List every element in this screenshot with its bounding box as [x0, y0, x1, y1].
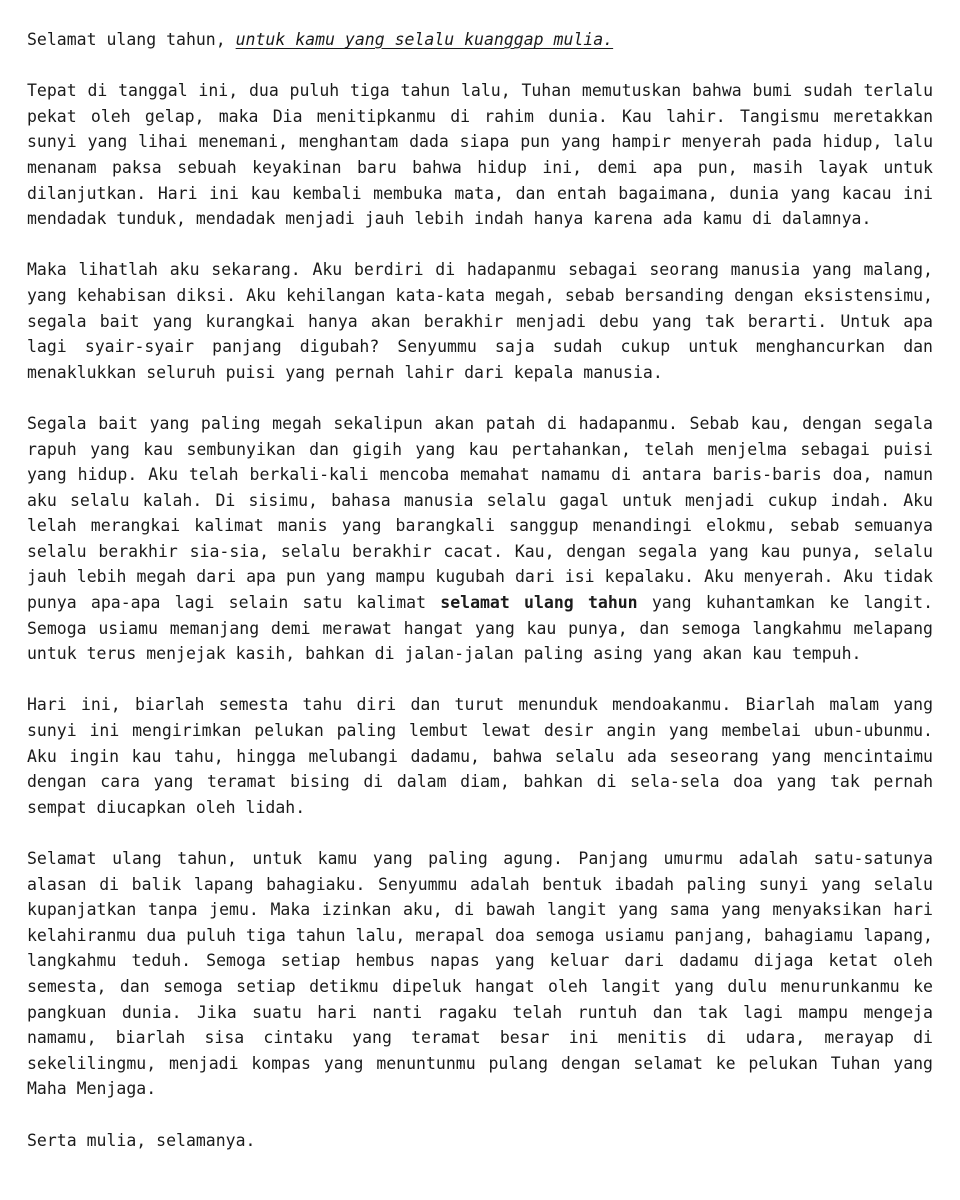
- paragraph-3-text-start: Segala bait yang paling megah sekalipun akan patah di hadapanmu. Sebab kau, dengan segala rapuh yang kau sembunyikan dan gigih yang kau pertahankan, telah menjelma sebagai puisi yang hidup. Aku telah berkali-kali mencoba memahat namamu di antara baris-baris doa, namun aku selalu kalah. Di sisimu, bahasa manusia selalu gagal untuk menjadi cukup indah. Aku lelah merangkai kalimat manis yang barangkali sanggup menandingi elokmu, sebab semuanya selalu berakhir sia-sia, selalu berakhir cacat. Kau, dengan segala yang kau punya, selalu jauh lebih megah dari apa pun yang mampu kugubah dari isi kepalaku. Aku menyerah. Aku tidak punya apa-apa lagi selain satu kalimat: [27, 413, 933, 613]
- paragraph-1: Tepat di tanggal ini, dua puluh tiga tahun lalu, Tuhan memutuskan bahwa bumi sudah terlalu pekat oleh gelap, maka Dia menitipkanmu di rahim dunia. Kau lahir. Tangismu meretakkan sunyi yang lihai menemani, menghantam dada siapa pun yang hampir menyerah pada hidup, lalu menanam paksa sebuah keyakinan baru bahwa hidup ini, demi apa pun, masih layak untuk dilanjutkan. Hari ini kau kembali membuka mata, dan entah bagaimana, dunia yang kacau ini mendadak tunduk, mendadak menjadi jauh lebih indah hanya karena ada kamu di dalamnya.: [27, 81, 933, 229]
- closing-line: Serta mulia, selamanya.: [27, 1130, 256, 1150]
- paragraph-4: Hari ini, biarlah semesta tahu diri dan turut menunduk mendoakanmu. Biarlah malam yang sunyi ini mengirimkan pelukan paling lembut lewat desir angin yang membelai ubun-ubunmu. Aku ingin kau tahu, hingga melubangi dadamu, bahwa selalu ada seseorang yang mencintaimu dengan cara yang teramat bising di dalam diam, bahkan di sela-sela doa yang tak pernah sempat diucapkan oleh lidah.: [27, 695, 933, 817]
- paragraph-3-bold-phrase: selamat ulang tahun: [440, 593, 638, 613]
- paragraph-5: Selamat ulang tahun, untuk kamu yang paling agung. Panjang umurmu adalah satu-satunya alasan di balik lapang bahagiaku. Senyummu adalah bentuk ibadah paling sunyi yang selalu kupanjatkan tanpa jemu. Maka izinkan aku, di bawah langit yang sama yang menyaksikan hari kelahiranmu dua puluh tiga tahun lalu, merapal doa semoga usiamu panjang, bahagiamu lapang, langkahmu teduh. Semoga setiap hembus napas yang keluar dari dadamu dijaga ketat oleh semesta, dan semoga setiap detikmu dipeluk hangat oleh langit yang dulu menurunkanmu ke pangkuan dunia. Jika suatu hari nanti ragaku telah runtuh dan tak lagi mampu mengeja namamu, biarlah sisa cintaku yang teramat besar ini menitis di udara, merayap di sekelilingmu, menjadi kompas yang menuntunmu pulang dengan selamat ke pelukan Tuhan yang Maha Menjaga.: [27, 849, 933, 1099]
- paragraph-3-text-end: yang kuhantamkan ke langit. Semoga usiamu memanjang demi merawat hangat yang kau punya, dan semoga langkahmu melapang untuk terus menjejak kasih, bahkan di jalan-jalan paling asing yang akan kau tempuh.: [27, 593, 933, 664]
- paragraph-3: [27, 411, 933, 667]
- greeting-prefix: Selamat ulang tahun,: [27, 30, 236, 49]
- greeting-line: [27, 27, 933, 53]
- greeting-emphasis: untuk kamu yang selalu kuanggap mulia.: [235, 30, 614, 49]
- paragraph-2: Maka lihatlah aku sekarang. Aku berdiri di hadapanmu sebagai seorang manusia yang malang, yang kehabisan diksi. Aku kehilangan kata-kata megah, sebab bersanding dengan eksistensimu, segala bait yang kurangkai hanya akan berakhir menjadi debu yang tak berarti. Untuk apa lagi syair-syair panjang digubah? Senyummu saja sudah cukup untuk menghancurkan dan menaklukkan seluruh puisi yang pernah lahir dari kepala manusia.: [27, 260, 933, 382]
- letter-document: [27, 27, 933, 1153]
